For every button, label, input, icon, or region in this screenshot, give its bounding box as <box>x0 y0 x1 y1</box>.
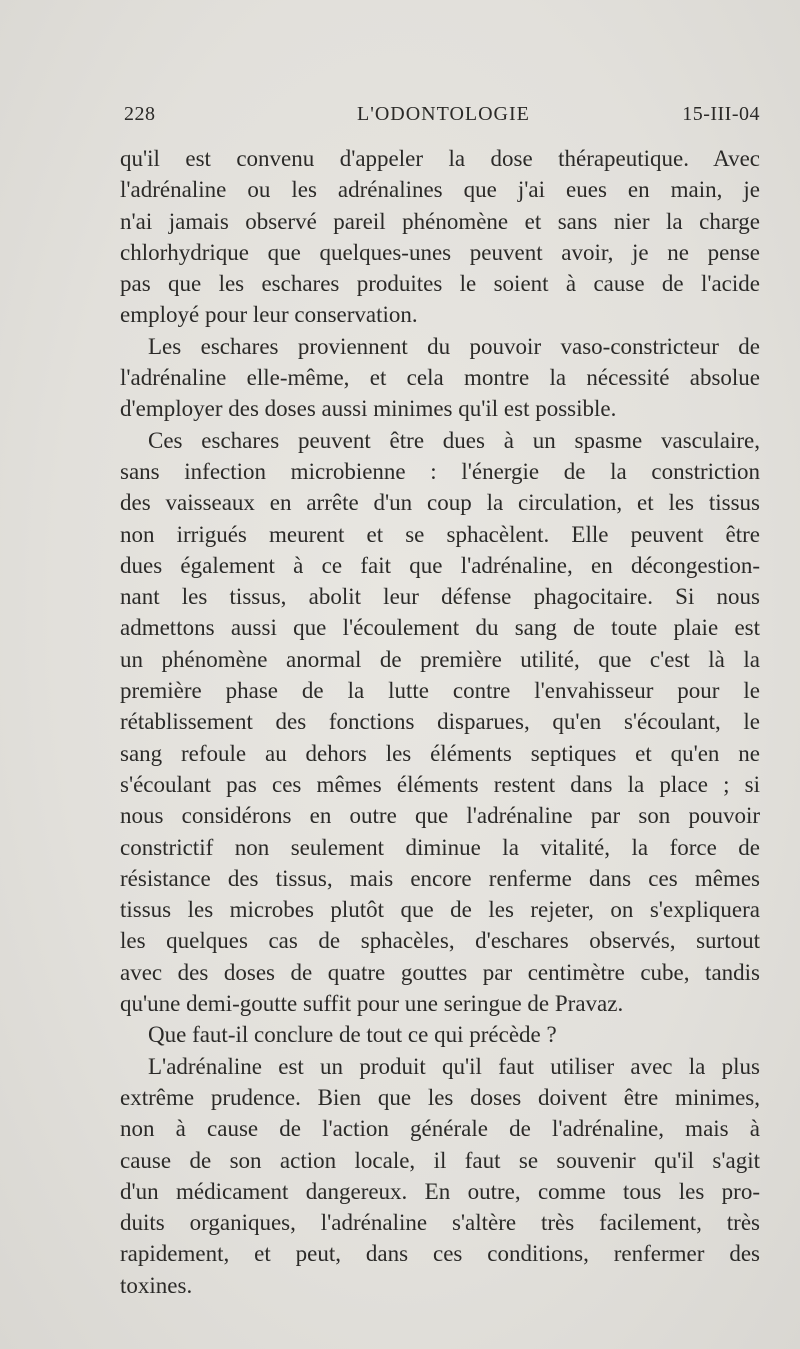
text-line: sang refoule au dehors les éléments septiques et qu'en ne <box>120 740 760 766</box>
body-text <box>120 143 760 1301</box>
text-line: les quelques cas de sphacèles, d'eschares observés, surtout <box>120 928 760 954</box>
text-line: qu'une demi-goutte suffit pour une seringue de Pravaz. <box>120 991 624 1017</box>
text-line: admettons aussi que l'écoulement du sang de toute plaie est <box>120 615 760 641</box>
text-line: Les eschares proviennent du pouvoir vaso-constricteur de <box>148 333 760 359</box>
text-line: d'un médicament dangereux. En outre, comme tous les pro- <box>120 1178 760 1204</box>
text-line: un phénomène anormal de première utilité, que c'est là la <box>120 646 760 672</box>
text-line: pas que les eschares produites le soient à cause de l'acide <box>120 271 760 297</box>
text-line: nous considérons en outre que l'adrénaline par son pouvoir <box>120 803 760 829</box>
text-line: sans infection microbienne : l'énergie de la constriction <box>120 458 760 484</box>
text-line: l'adrénaline elle-même, et cela montre la nécessité absolue <box>120 365 760 391</box>
text-line: cause de son action locale, il faut se souvenir qu'il s'agit <box>120 1147 760 1173</box>
text-line: extrême prudence. Bien que les doses doivent être minimes, <box>120 1084 760 1110</box>
journal-title: L'ODONTOLOGIE <box>357 103 530 125</box>
running-head <box>124 103 760 133</box>
text-line: tissus les microbes plutôt que de les rejeter, on s'expliquera <box>120 897 760 923</box>
text-line: constrictif non seulement diminue la vitalité, la force de <box>120 834 760 860</box>
page-number: 228 <box>124 103 156 125</box>
text-line: non irrigués meurent et se sphacèlent. Elle peuvent être <box>120 521 760 547</box>
text-line: s'écoulant pas ces mêmes éléments restent dans la place ; si <box>120 771 760 797</box>
issue-date: 15-III-04 <box>682 103 760 125</box>
text-line: non à cause de l'action générale de l'adrénaline, mais à <box>120 1116 760 1142</box>
text-line: des vaisseaux en arrête d'un coup la circulation, et les tissus <box>120 490 760 516</box>
text-line: rétablissement des fonctions disparues, qu'en s'écoulant, le <box>120 709 760 735</box>
text-line: nant les tissus, abolit leur défense phagocitaire. Si nous <box>120 584 760 610</box>
text-line: n'ai jamais observé pareil phénomène et sans nier la charge <box>120 208 760 234</box>
text-line: L'adrénaline est un produit qu'il faut utiliser avec la plus <box>148 1053 760 1079</box>
text-line: avec des doses de quatre gouttes par centimètre cube, tandis <box>120 959 760 985</box>
text-line: Ces eschares peuvent être dues à un spasme vasculaire, <box>148 427 760 453</box>
text-line: Que faut-il conclure de tout ce qui précède ? <box>148 1022 557 1048</box>
text-line: chlorhydrique que quelques-unes peuvent avoir, je ne pense <box>120 239 760 265</box>
text-line: première phase de la lutte contre l'envahisseur pour le <box>120 678 760 704</box>
text-line: l'adrénaline ou les adrénalines que j'ai eues en main, je <box>120 177 760 203</box>
text-line: toxines. <box>120 1272 193 1298</box>
text-line: duits organiques, l'adrénaline s'altère très facilement, très <box>120 1210 760 1236</box>
text-line: employé pour leur conservation. <box>120 302 418 328</box>
text-line: d'employer des doses aussi minimes qu'il est possible. <box>120 396 617 422</box>
text-line: rapidement, et peut, dans ces conditions, renfermer des <box>120 1241 760 1267</box>
text-line: résistance des tissus, mais encore renferme dans ces mêmes <box>120 865 760 891</box>
text-line: dues également à ce fait que l'adrénaline, en décongestion- <box>120 552 760 578</box>
text-line: qu'il est convenu d'appeler la dose thérapeutique. Avec <box>120 146 760 171</box>
